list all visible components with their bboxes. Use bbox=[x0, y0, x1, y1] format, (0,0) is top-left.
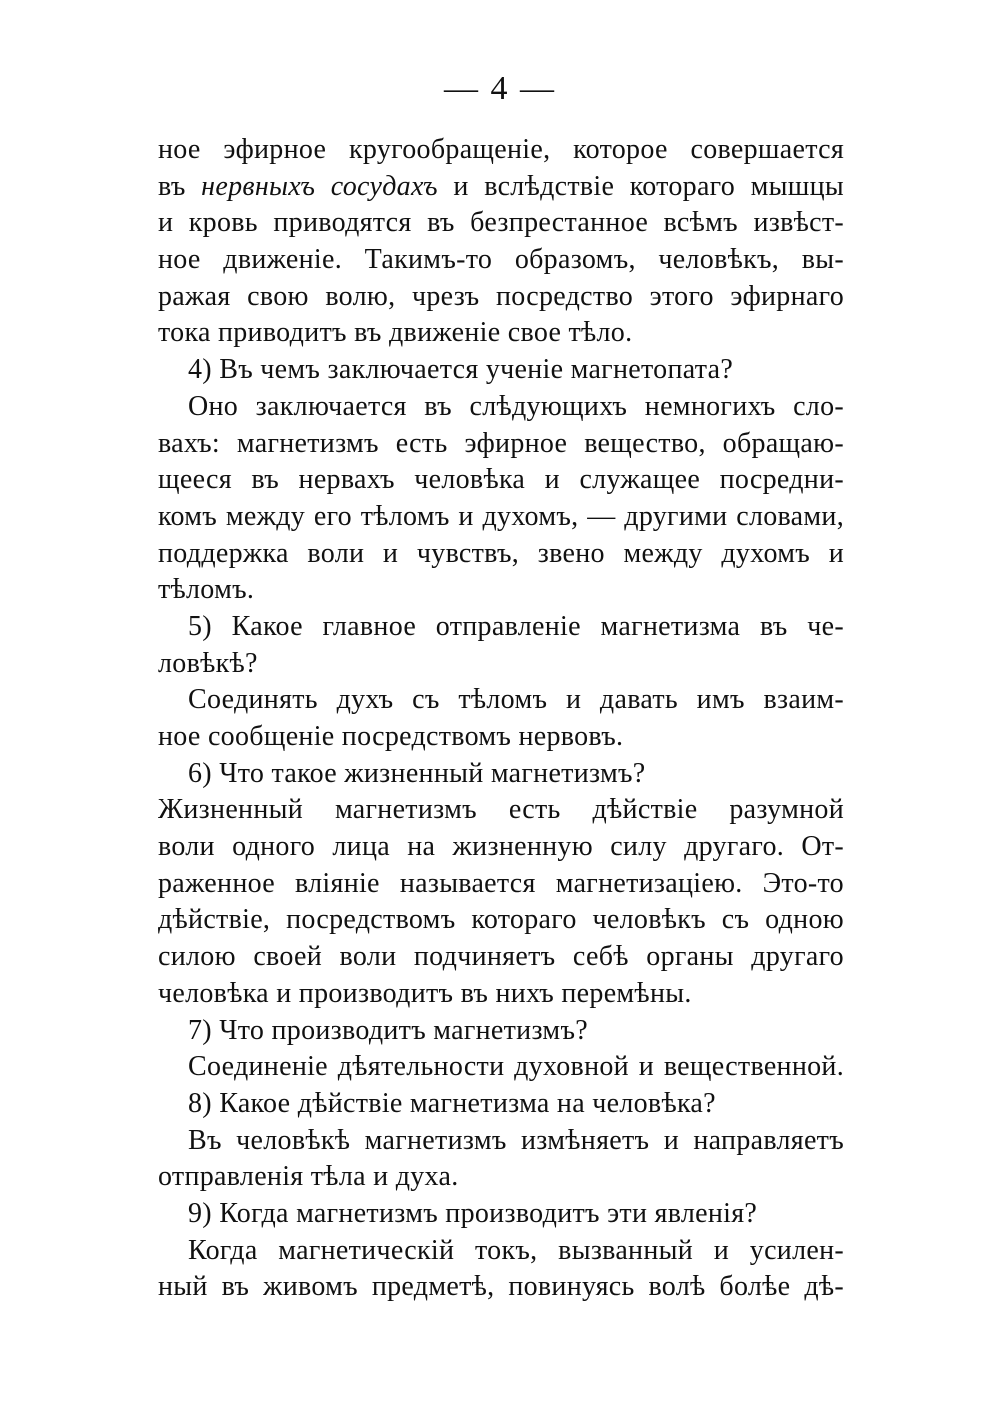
question-line: 7) Что производитъ магнетизмъ? bbox=[188, 1014, 588, 1046]
text-line bbox=[158, 169, 844, 206]
question-line: 4) Въ чемъ заключается ученіе магнетопата? bbox=[188, 354, 734, 386]
question-line: 6) Что такое жизненный магнетизмъ? bbox=[188, 757, 646, 789]
italic-term: нервныхъ сосудахъ bbox=[201, 170, 438, 202]
line-pre: въ bbox=[158, 170, 202, 202]
answer-line: Оно заключается въ слѣдующихъ немногихъ сло- bbox=[188, 390, 844, 422]
question-line: 8) Какое дѣйствіе магнетизма на человѣка? bbox=[188, 1087, 716, 1119]
question-line: 5) Какое главное отправленіе магнетизма въ че- bbox=[188, 610, 844, 642]
line-post: и вслѣдствіе котораго мышцы bbox=[437, 170, 844, 202]
answer-line: Въ человѣкѣ магнетизмъ измѣняетъ и направляетъ bbox=[188, 1124, 844, 1156]
text-line: раженное вліяніе называется магнетизаціею. Это-то bbox=[158, 867, 844, 899]
text-line: щееся въ нервахъ человѣка и служащее посредни- bbox=[158, 464, 844, 496]
text-line: силою своей воли подчиняетъ себѣ органы другаго bbox=[158, 941, 844, 973]
answer-line: Жизненный магнетизмъ есть дѣйствіе разумной bbox=[158, 794, 844, 826]
text-line: комъ между его тѣломъ и духомъ, — другими словами, bbox=[158, 500, 844, 532]
text-line: воли одного лица на жизненную силу другаго. От- bbox=[158, 831, 844, 863]
text-line: ное сообщеніе посредствомъ нервовъ. bbox=[158, 721, 624, 752]
question-line: 9) Когда магнетизмъ производитъ эти явленія? bbox=[188, 1197, 758, 1229]
text-line: ное эфирное кругообращеніе, которое совершается bbox=[158, 134, 844, 165]
answer-line: Соединять духъ съ тѣломъ и давать имъ взаим- bbox=[188, 684, 844, 716]
text-line: и кровь приводятся въ безпрестанное всѣмъ извѣст- bbox=[158, 207, 844, 239]
text-line: тока приводитъ въ движеніе свое тѣло. bbox=[158, 317, 633, 349]
text-line: отправленія тѣла и духа. bbox=[158, 1161, 459, 1193]
text-line: человѣка и производитъ въ нихъ перемѣны. bbox=[158, 977, 692, 1009]
answer-line: Соединеніе дѣятельности духовной и вещественной. bbox=[188, 1051, 844, 1083]
body-text bbox=[158, 132, 844, 1306]
text-line: поддержка воли и чувствъ, звено между духомъ и bbox=[158, 537, 844, 569]
text-line: ловѣкѣ? bbox=[158, 647, 258, 679]
text-line: дѣйствіе, посредствомъ котораго человѣкъ съ одною bbox=[158, 904, 844, 936]
page-number: — 4 — bbox=[444, 70, 556, 107]
text-line: ное движеніе. Такимъ-то образомъ, человѣкъ, вы- bbox=[158, 244, 844, 276]
answer-line: Когда магнетическій токъ, вызванный и усилен- bbox=[188, 1234, 844, 1266]
text-line: вахъ: магнетизмъ есть эфирное вещество, обращаю- bbox=[158, 427, 844, 459]
text-line: тѣломъ. bbox=[158, 574, 255, 606]
text-line: ный въ живомъ предметѣ, повинуясь волѣ болѣе дѣ- bbox=[158, 1271, 844, 1303]
text-line: ражая свою волю, чрезъ посредство этого эфирнаго bbox=[158, 280, 844, 312]
